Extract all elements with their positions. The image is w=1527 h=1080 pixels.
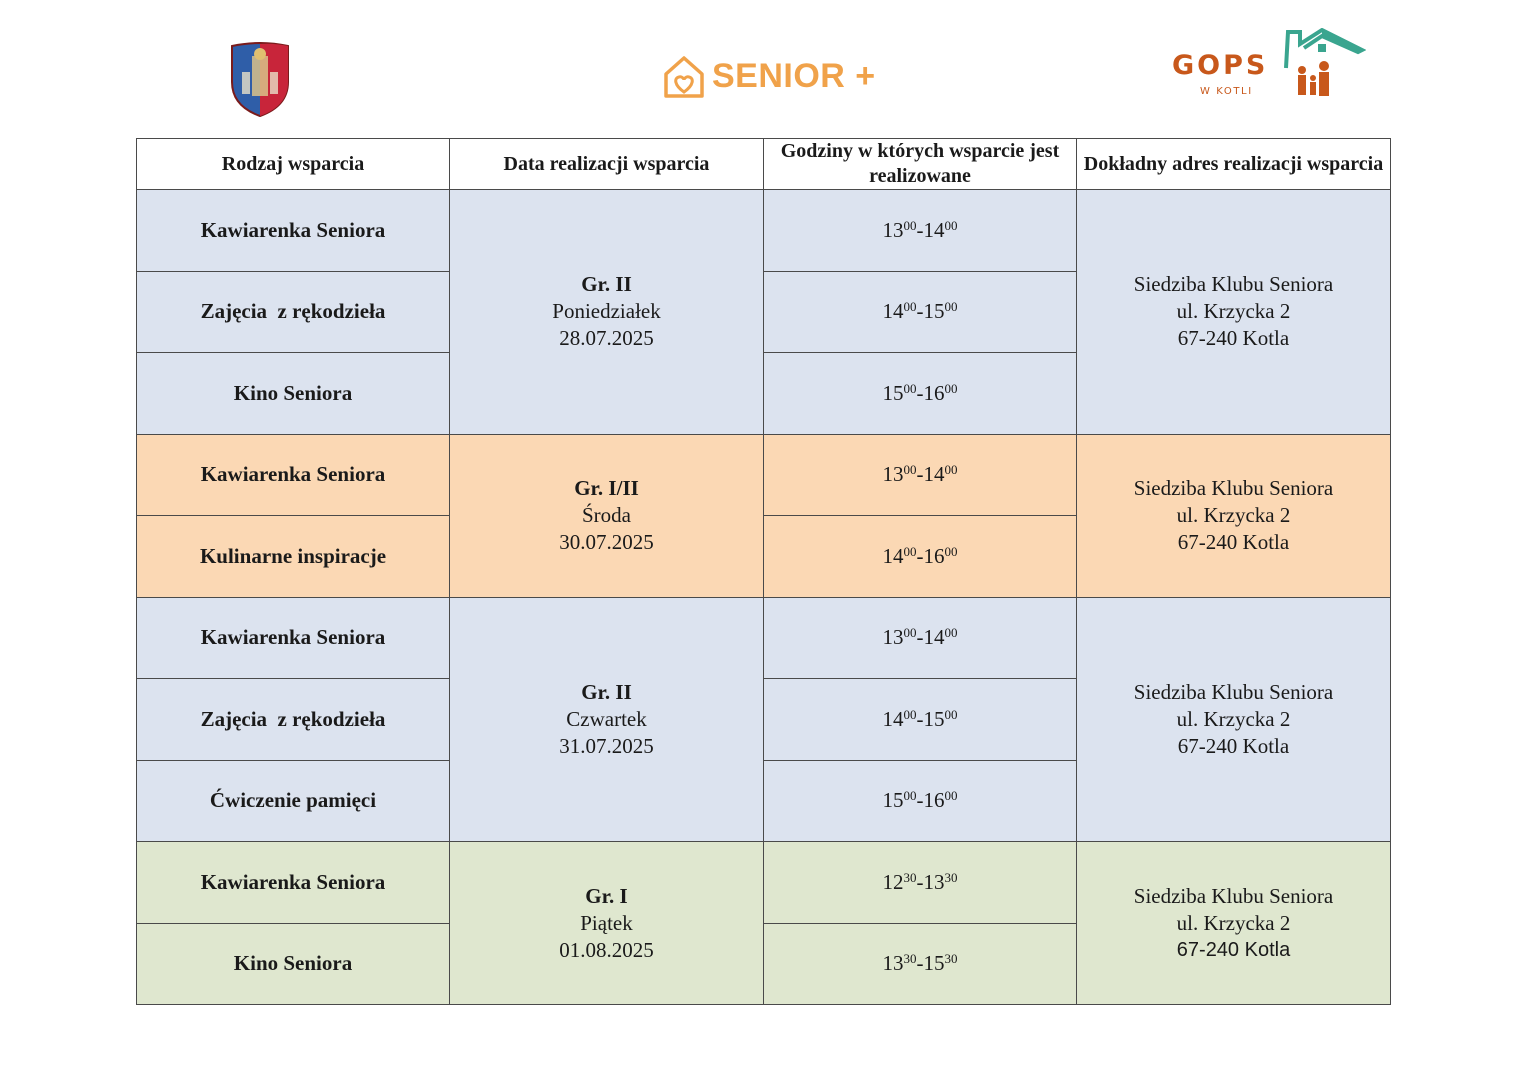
start-minutes: 00 [903, 706, 917, 722]
end-hour: 14 [923, 625, 945, 650]
end-minutes: 00 [944, 462, 958, 478]
start-hour: 13 [882, 951, 904, 976]
activity-cell: Zajęcia z rękodzieła [137, 271, 450, 353]
hours-cell: $13^{00}-14^{00}$ [764, 190, 1077, 272]
end-hour: 16 [923, 543, 945, 568]
start-hour: 14 [882, 543, 904, 568]
hours-cell: $12^{30}-13^{30}$ [764, 842, 1077, 924]
day-label: Piątek [580, 910, 633, 935]
date-label: 30.07.2025 [559, 530, 654, 554]
address-line-2: ul. Krzycka 2 [1176, 706, 1291, 731]
activity-cell: Zajęcia z rękodzieła [137, 679, 450, 761]
start-hour: 14 [882, 299, 904, 324]
activity-cell: Kino Seniora [137, 353, 450, 435]
header-godziny: Godziny w których wsparcie jest realizowane [764, 139, 1077, 190]
address-cell [1077, 190, 1391, 435]
house-heart-icon [660, 52, 708, 100]
start-minutes: 30 [903, 869, 917, 885]
gops-name: GOPS [1172, 50, 1269, 81]
date-label: 31.07.2025 [559, 733, 654, 758]
start-minutes: 00 [903, 788, 917, 804]
date-label: 28.07.2025 [559, 326, 654, 351]
schedule-table [136, 138, 1391, 1005]
date-cell [450, 434, 764, 597]
hours-cell: $15^{00}-16^{00}$ [764, 760, 1077, 842]
activity-cell: Ćwiczenie pamięci [137, 760, 450, 842]
table-row [137, 597, 1391, 679]
start-minutes: 00 [903, 543, 917, 559]
address-line-2: ul. Krzycka 2 [1176, 299, 1291, 324]
activity-cell: Kawiarenka Seniora [137, 842, 450, 924]
date-cell [450, 190, 764, 435]
start-hour: 15 [882, 788, 904, 813]
activity-cell: Kino Seniora [137, 923, 450, 1005]
address-line-3: 67-240 Kotla [1176, 938, 1291, 961]
start-minutes: 30 [903, 951, 917, 967]
start-hour: 13 [882, 462, 904, 487]
day-label: Czwartek [566, 706, 647, 731]
gops-logo [1170, 28, 1370, 104]
table-row [137, 842, 1391, 924]
hours-cell: $14^{00}-16^{00}$ [764, 516, 1077, 598]
start-hour: 13 [882, 217, 904, 242]
end-minutes: 00 [944, 706, 958, 722]
group-label: Gr. II [581, 272, 632, 297]
senior-plus-logo [660, 50, 876, 102]
header-rodzaj: Rodzaj wsparcia [137, 139, 450, 190]
address-line-1: Siedziba Klubu Seniora [1133, 883, 1334, 908]
start-hour: 13 [882, 625, 904, 650]
end-hour: 13 [923, 869, 945, 894]
day-label: Poniedziałek [552, 299, 661, 324]
table-row [137, 190, 1391, 272]
start-minutes: 00 [903, 380, 917, 396]
address-line-3: 67-240 Kotla [1177, 326, 1290, 351]
group-label: Gr. I [585, 883, 628, 908]
address-cell [1077, 597, 1391, 842]
group-label: Gr. I/II [574, 476, 639, 500]
start-minutes: 00 [903, 625, 917, 641]
end-minutes: 00 [944, 788, 958, 804]
address-line-1: Siedziba Klubu Seniora [1133, 476, 1334, 500]
start-hour: 12 [882, 869, 904, 894]
end-minutes: 00 [944, 625, 958, 641]
date-cell [450, 842, 764, 1005]
header-data: Data realizacji wsparcia [450, 139, 764, 190]
start-hour: 14 [882, 706, 904, 731]
start-minutes: 00 [903, 299, 917, 315]
activity-cell: Kawiarenka Seniora [137, 190, 450, 272]
start-hour: 15 [882, 380, 904, 405]
end-minutes: 00 [944, 543, 958, 559]
address-line-1: Siedziba Klubu Seniora [1133, 272, 1334, 297]
gops-subtitle: W KOTLI [1200, 86, 1253, 97]
end-minutes: 00 [944, 380, 958, 396]
coat-of-arms-logo [228, 42, 292, 118]
header-adres: Dokładny adres realizacji wsparcia [1077, 139, 1391, 190]
date-cell [450, 597, 764, 842]
hours-cell: $13^{00}-14^{00}$ [764, 434, 1077, 516]
hours-cell: $13^{00}-14^{00}$ [764, 597, 1077, 679]
activity-cell: Kawiarenka Seniora [137, 434, 450, 516]
end-hour: 15 [923, 299, 945, 324]
shield-icon [228, 42, 292, 118]
hours-cell: $13^{30}-15^{30}$ [764, 923, 1077, 1005]
day-label: Środa [582, 503, 631, 527]
end-minutes: 00 [944, 217, 958, 233]
start-minutes: 00 [903, 462, 917, 478]
activity-cell: Kawiarenka Seniora [137, 597, 450, 679]
end-minutes: 00 [944, 299, 958, 315]
house-family-icon [1282, 28, 1366, 100]
address-line-3: 67-240 Kotla [1177, 733, 1290, 758]
address-line-2: ul. Krzycka 2 [1176, 503, 1291, 527]
end-hour: 14 [923, 462, 945, 487]
header-row [137, 139, 1391, 190]
end-minutes: 30 [944, 951, 958, 967]
end-hour: 16 [923, 380, 945, 405]
table-row [137, 434, 1391, 516]
group-label: Gr. II [581, 679, 632, 704]
hours-cell: $14^{00}-15^{00}$ [764, 271, 1077, 353]
address-line-1: Siedziba Klubu Seniora [1133, 679, 1334, 704]
hours-cell: $14^{00}-15^{00}$ [764, 679, 1077, 761]
senior-plus-text: SENIOR + [712, 56, 876, 95]
date-label: 01.08.2025 [559, 937, 654, 962]
address-cell [1077, 842, 1391, 1005]
start-minutes: 00 [903, 217, 917, 233]
address-line-2: ul. Krzycka 2 [1176, 910, 1291, 935]
end-hour: 15 [923, 951, 945, 976]
address-cell [1077, 434, 1391, 597]
address-line-3: 67-240 Kotla [1177, 530, 1290, 554]
hours-cell: $15^{00}-16^{00}$ [764, 353, 1077, 435]
end-minutes: 30 [944, 869, 958, 885]
end-hour: 14 [923, 217, 945, 242]
end-hour: 15 [923, 706, 945, 731]
end-hour: 16 [923, 788, 945, 813]
activity-cell: Kulinarne inspiracje [137, 516, 450, 598]
